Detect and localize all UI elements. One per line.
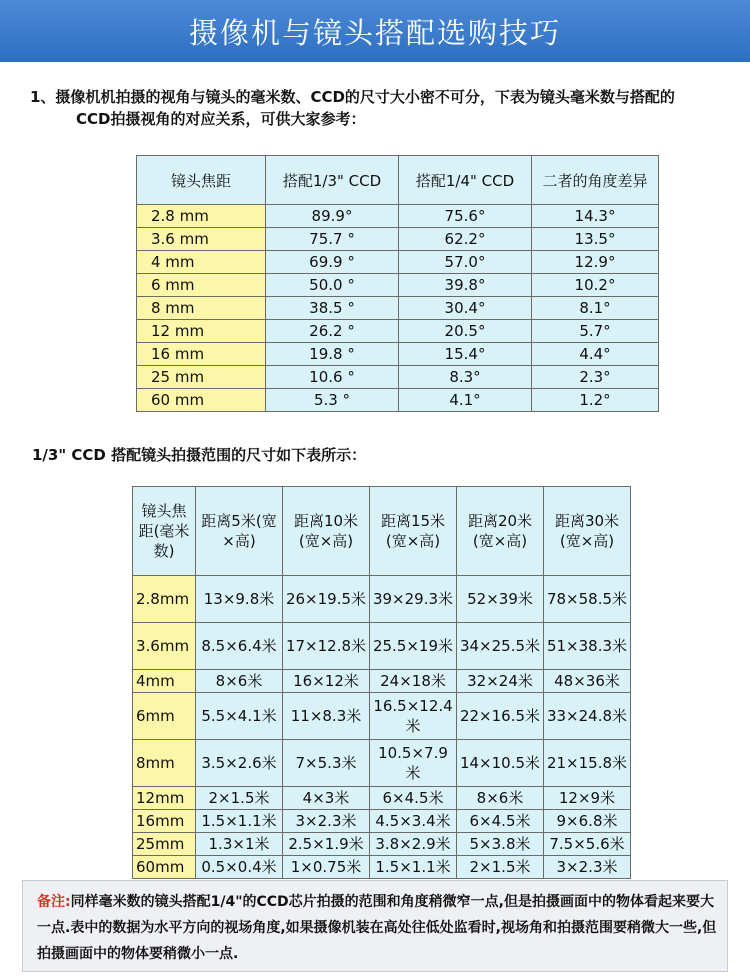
range-cell: 12×9米: [544, 787, 631, 810]
range-cell: 3×2.3米: [283, 810, 370, 833]
angle-cell: 10.6 °: [266, 366, 399, 389]
angle-table-row: [137, 274, 659, 297]
range-cell: 4×3米: [283, 787, 370, 810]
page-title: 摄像机与镜头搭配选购技巧: [188, 15, 561, 50]
focal-length-cell: 12mm: [133, 787, 196, 810]
focal-length-cell: 2.8mm: [133, 576, 196, 623]
range-table-row: [133, 670, 631, 693]
angle-table-row: [137, 297, 659, 320]
focal-length-cell: 6mm: [133, 693, 196, 740]
range-cell: 10.5×7.9米: [370, 740, 457, 787]
range-cell: 0.5×0.4米: [196, 856, 283, 879]
angle-cell: 2.3°: [532, 366, 659, 389]
range-cell: 25.5×19米: [370, 623, 457, 670]
angle-cell: 62.2°: [399, 228, 532, 251]
angle-cell: 14.3°: [532, 205, 659, 228]
angle-cell: 39.8°: [399, 274, 532, 297]
focal-length-cell: 16 mm: [137, 343, 266, 366]
range-cell: 16.5×12.4米: [370, 693, 457, 740]
angle-table-row: [137, 228, 659, 251]
focal-length-cell: 4 mm: [137, 251, 266, 274]
angle-cell: 57.0°: [399, 251, 532, 274]
range-header-cell: 距离10米(宽×高): [283, 487, 370, 576]
range-cell: 1.3×1米: [196, 833, 283, 856]
range-cell: 6×4.5米: [370, 787, 457, 810]
range-cell: 34×25.5米: [457, 623, 544, 670]
angle-table-row: [137, 251, 659, 274]
angle-header-cell: 二者的角度差异: [532, 156, 659, 205]
angle-cell: 89.9°: [266, 205, 399, 228]
angle-table: [136, 155, 659, 412]
range-cell: 26×19.5米: [283, 576, 370, 623]
angle-cell: 38.5 °: [266, 297, 399, 320]
angle-cell: 15.4°: [399, 343, 532, 366]
range-cell: 2×1.5米: [457, 856, 544, 879]
angle-cell: 19.8 °: [266, 343, 399, 366]
range-cell: 1×0.75米: [283, 856, 370, 879]
range-table-row: [133, 693, 631, 740]
focal-length-cell: 12 mm: [137, 320, 266, 343]
range-cell: 7×5.3米: [283, 740, 370, 787]
range-cell: 16×12米: [283, 670, 370, 693]
focal-length-cell: 8mm: [133, 740, 196, 787]
range-cell: 21×15.8米: [544, 740, 631, 787]
range-table-row: [133, 833, 631, 856]
angle-table-row: [137, 366, 659, 389]
range-table-row: [133, 787, 631, 810]
range-header-cell: 距离20米(宽×高): [457, 487, 544, 576]
angle-cell: 69.9 °: [266, 251, 399, 274]
focal-length-cell: 6 mm: [137, 274, 266, 297]
range-cell: 3×2.3米: [544, 856, 631, 879]
range-table-caption: 1/3" CCD 搭配镜头拍摄范围的尺寸如下表所示：: [32, 446, 367, 464]
intro-paragraph: [30, 86, 730, 130]
range-table-row: [133, 623, 631, 670]
range-cell: 52×39米: [457, 576, 544, 623]
angle-cell: 5.7°: [532, 320, 659, 343]
range-cell: 2×1.5米: [196, 787, 283, 810]
range-cell: 5×3.8米: [457, 833, 544, 856]
range-table-row: [133, 810, 631, 833]
range-cell: 48×36米: [544, 670, 631, 693]
range-header-cell: 距离5米(宽×高): [196, 487, 283, 576]
note-box: [22, 880, 728, 972]
angle-cell: 12.9°: [532, 251, 659, 274]
note-label: 备注:: [37, 894, 71, 910]
focal-length-cell: 60 mm: [137, 389, 266, 412]
range-cell: 8×6米: [196, 670, 283, 693]
note-text: 同样毫米数的镜头搭配1/4"的CCD芯片拍摄的范围和角度稍微窄一点,但是拍摄画面中的物体看起来要大一点.表中的数据为水平方向的视场角度,如果摄像机装在高处往低处监看时,视场角和拍摄范围要稍微大一些,但拍摄画面中的物体要稍微小一点.: [37, 894, 717, 962]
range-cell: 2.5×1.9米: [283, 833, 370, 856]
range-table-row: [133, 740, 631, 787]
range-table-row: [133, 576, 631, 623]
intro-line-1: 1、摄像机机拍摄的视角与镜头的毫米数、CCD的尺寸大小密不可分，下表为镜头毫米数与搭配的: [30, 88, 675, 106]
range-cell: 7.5×5.6米: [544, 833, 631, 856]
range-table-header: [133, 487, 631, 576]
range-header-cell: 镜头焦距(毫米数): [133, 487, 196, 576]
angle-header-cell: 搭配1/4" CCD: [399, 156, 532, 205]
range-cell: 13×9.8米: [196, 576, 283, 623]
range-table-row: [133, 856, 631, 879]
range-cell: 8.5×6.4米: [196, 623, 283, 670]
angle-cell: 4.4°: [532, 343, 659, 366]
range-cell: 9×6.8米: [544, 810, 631, 833]
range-cell: 78×58.5米: [544, 576, 631, 623]
range-cell: 17×12.8米: [283, 623, 370, 670]
focal-length-cell: 16mm: [133, 810, 196, 833]
focal-length-cell: 2.8 mm: [137, 205, 266, 228]
angle-cell: 5.3 °: [266, 389, 399, 412]
angle-cell: 13.5°: [532, 228, 659, 251]
angle-cell: 26.2 °: [266, 320, 399, 343]
range-cell: 8×6米: [457, 787, 544, 810]
range-cell: 33×24.8米: [544, 693, 631, 740]
intro-line-2: CCD拍摄视角的对应关系，可供大家参考：: [76, 110, 366, 128]
range-cell: 3.8×2.9米: [370, 833, 457, 856]
angle-header-cell: 搭配1/3" CCD: [266, 156, 399, 205]
angle-table-row: [137, 205, 659, 228]
angle-table-header: [137, 156, 659, 205]
focal-length-cell: 60mm: [133, 856, 196, 879]
angle-table-row: [137, 320, 659, 343]
range-cell: 3.5×2.6米: [196, 740, 283, 787]
range-cell: 5.5×4.1米: [196, 693, 283, 740]
angle-cell: 50.0 °: [266, 274, 399, 297]
angle-cell: 10.2°: [532, 274, 659, 297]
range-cell: 1.5×1.1米: [196, 810, 283, 833]
range-cell: 14×10.5米: [457, 740, 544, 787]
focal-length-cell: 4mm: [133, 670, 196, 693]
focal-length-cell: 25mm: [133, 833, 196, 856]
focal-length-cell: 8 mm: [137, 297, 266, 320]
range-table: [132, 486, 631, 879]
focal-length-cell: 3.6 mm: [137, 228, 266, 251]
angle-header-cell: 镜头焦距: [137, 156, 266, 205]
angle-cell: 8.3°: [399, 366, 532, 389]
range-cell: 24×18米: [370, 670, 457, 693]
range-cell: 22×16.5米: [457, 693, 544, 740]
angle-cell: 4.1°: [399, 389, 532, 412]
angle-cell: 8.1°: [532, 297, 659, 320]
focal-length-cell: 25 mm: [137, 366, 266, 389]
range-cell: 32×24米: [457, 670, 544, 693]
angle-cell: 1.2°: [532, 389, 659, 412]
focal-length-cell: 3.6mm: [133, 623, 196, 670]
angle-cell: 75.7 °: [266, 228, 399, 251]
angle-cell: 75.6°: [399, 205, 532, 228]
range-cell: 51×38.3米: [544, 623, 631, 670]
range-cell: 39×29.3米: [370, 576, 457, 623]
angle-table-row: [137, 343, 659, 366]
angle-cell: 30.4°: [399, 297, 532, 320]
angle-cell: 20.5°: [399, 320, 532, 343]
range-cell: 1.5×1.1米: [370, 856, 457, 879]
range-header-cell: 距离15米(宽×高): [370, 487, 457, 576]
range-cell: 11×8.3米: [283, 693, 370, 740]
range-cell: 6×4.5米: [457, 810, 544, 833]
range-header-cell: 距离30米(宽×高): [544, 487, 631, 576]
angle-table-row: [137, 389, 659, 412]
title-banner: [0, 0, 750, 62]
range-cell: 4.5×3.4米: [370, 810, 457, 833]
